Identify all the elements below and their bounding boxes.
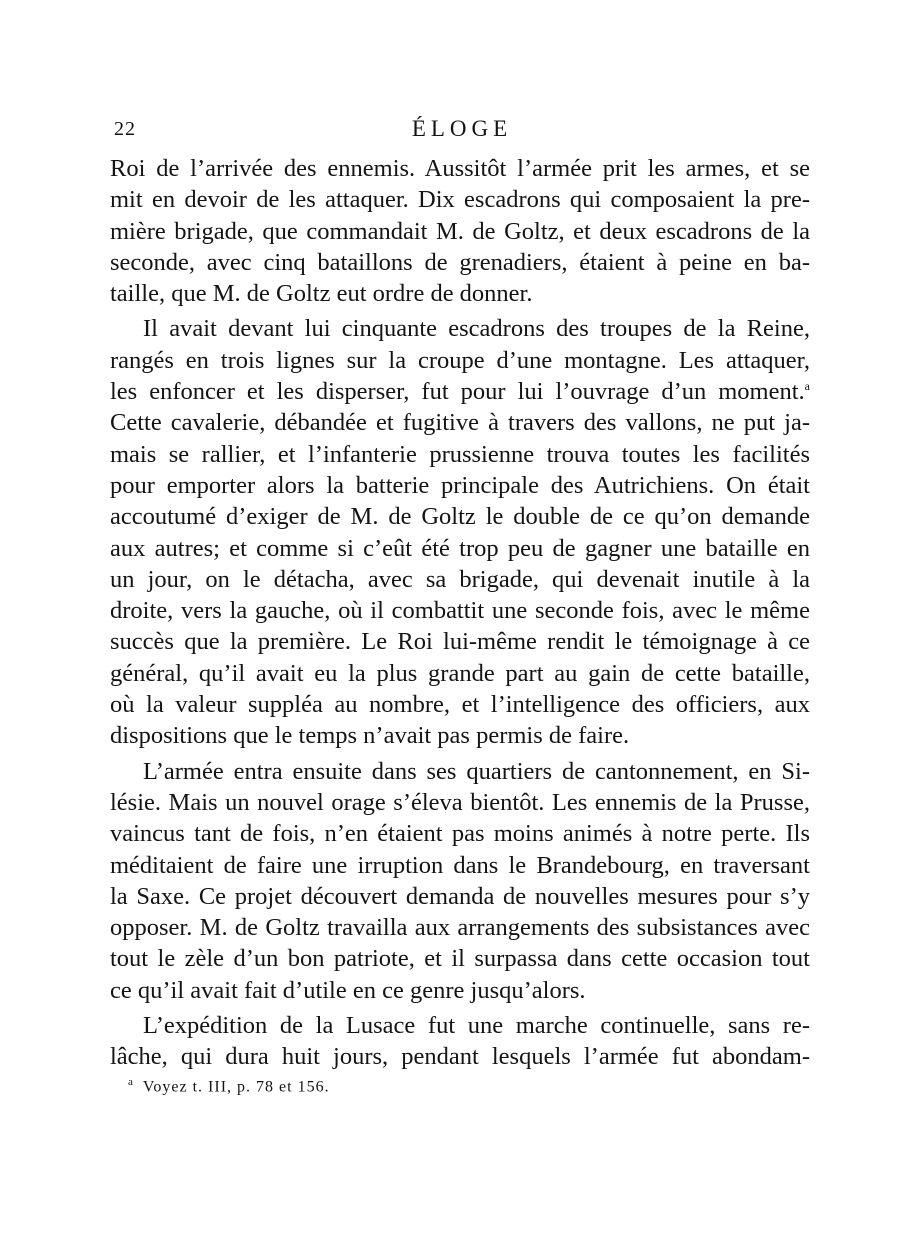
text-line: L’armée entra ensuite dans ses quartiers de cantonnement, en Si- — [143, 757, 810, 785]
text-line: pour emporter alors la batterie principale des Autrichiens. On était — [110, 471, 810, 499]
text-line: méditaient de faire une irruption dans le Brandebourg, en traversant — [110, 851, 810, 879]
text-line: taille, que M. de Goltz eut ordre de donner. — [110, 280, 533, 308]
text-line: accoutumé d’exiger de M. de Goltz le double de ce qu’on demande — [110, 503, 810, 531]
running-title: ÉLOGE — [411, 116, 513, 141]
text-line: Roi de l’arrivée des ennemis. Aussitôt l’armée prit les armes, et se — [110, 155, 810, 182]
text-line: opposer. M. de Goltz travailla aux arrangements des subsistances avec — [110, 914, 810, 942]
text-line: les enfoncer et les disperser, fut pour lui l’ouvrage d’un moment. — [110, 378, 805, 406]
text-line: seconde, avec cinq bataillons de grenadiers, étaient à peine en ba- — [110, 248, 810, 276]
text-line: lâche, qui dura huit jours, pendant lesquels l’armée fut abondam- — [110, 1043, 810, 1071]
text-line: Cette cavalerie, débandée et fugitive à travers des vallons, ne put ja- — [110, 409, 810, 437]
text-line: Il avait devant lui cinquante escadrons des troupes de la Reine, — [143, 315, 810, 343]
text-line: la Saxe. Ce projet découvert demanda de nouvelles mesures pour s’y — [110, 882, 810, 910]
text-line: général, qu’il avait eu la plus grande part au gain de cette bataille, — [110, 659, 810, 687]
text-line: mière brigade, que commandait M. de Goltz, et deux escadrons de la — [110, 217, 810, 245]
footnote — [128, 1076, 330, 1096]
page-number: 22 — [114, 118, 136, 140]
text-line-with-note — [110, 376, 810, 407]
text-line: vaincus tant de fois, n’en étaient pas moins animés à notre perte. Ils — [110, 820, 810, 848]
footnote-reference[interactable]: a — [804, 378, 810, 393]
paragraph-3 — [110, 756, 810, 1006]
body-text — [110, 153, 810, 1077]
footnote-text: Voyez t. III, p. 78 et 156. — [142, 1078, 330, 1096]
text-line: tout le zèle d’un bon patriote, et il surpassa dans cette occasion tout — [110, 945, 810, 973]
running-head — [114, 116, 810, 146]
paragraph-4 — [110, 1010, 810, 1073]
text-line: mais se rallier, et l’infanterie prussienne trouva toutes les facilités — [110, 440, 810, 468]
text-line: ce qu’il avait fait d’utile en ce genre jusqu’alors. — [110, 976, 586, 1004]
text-line: rangés en trois lignes sur la croupe d’une montagne. Les attaquer, — [110, 346, 810, 374]
paragraph-2 — [110, 313, 810, 751]
text-line: où la valeur suppléa au nombre, et l’intelligence des officiers, aux — [110, 691, 810, 719]
text-line: droite, vers la gauche, où il combattit une seconde fois, avec le même — [110, 597, 810, 625]
text-line: lésie. Mais un nouvel orage s’éleva bientôt. Les ennemis de la Prusse, — [110, 788, 810, 816]
text-line: succès que la première. Le Roi lui-même rendit le témoignage à ce — [110, 628, 810, 656]
text-line: L’expédition de la Lusace fut une marche continuelle, sans re- — [143, 1012, 810, 1040]
paragraph-1 — [110, 153, 810, 309]
text-line: aux autres; et comme si c’eût été trop peu de gagner une bataille en — [110, 534, 810, 562]
footnote-mark: a — [128, 1076, 134, 1088]
text-line: un jour, on le détacha, avec sa brigade, qui devenait inutile à la — [110, 565, 810, 593]
text-line: dispositions que le temps n’avait pas permis de faire. — [110, 722, 630, 750]
text-line: mit en devoir de les attaquer. Dix escadrons qui composaient la pre- — [110, 186, 810, 214]
